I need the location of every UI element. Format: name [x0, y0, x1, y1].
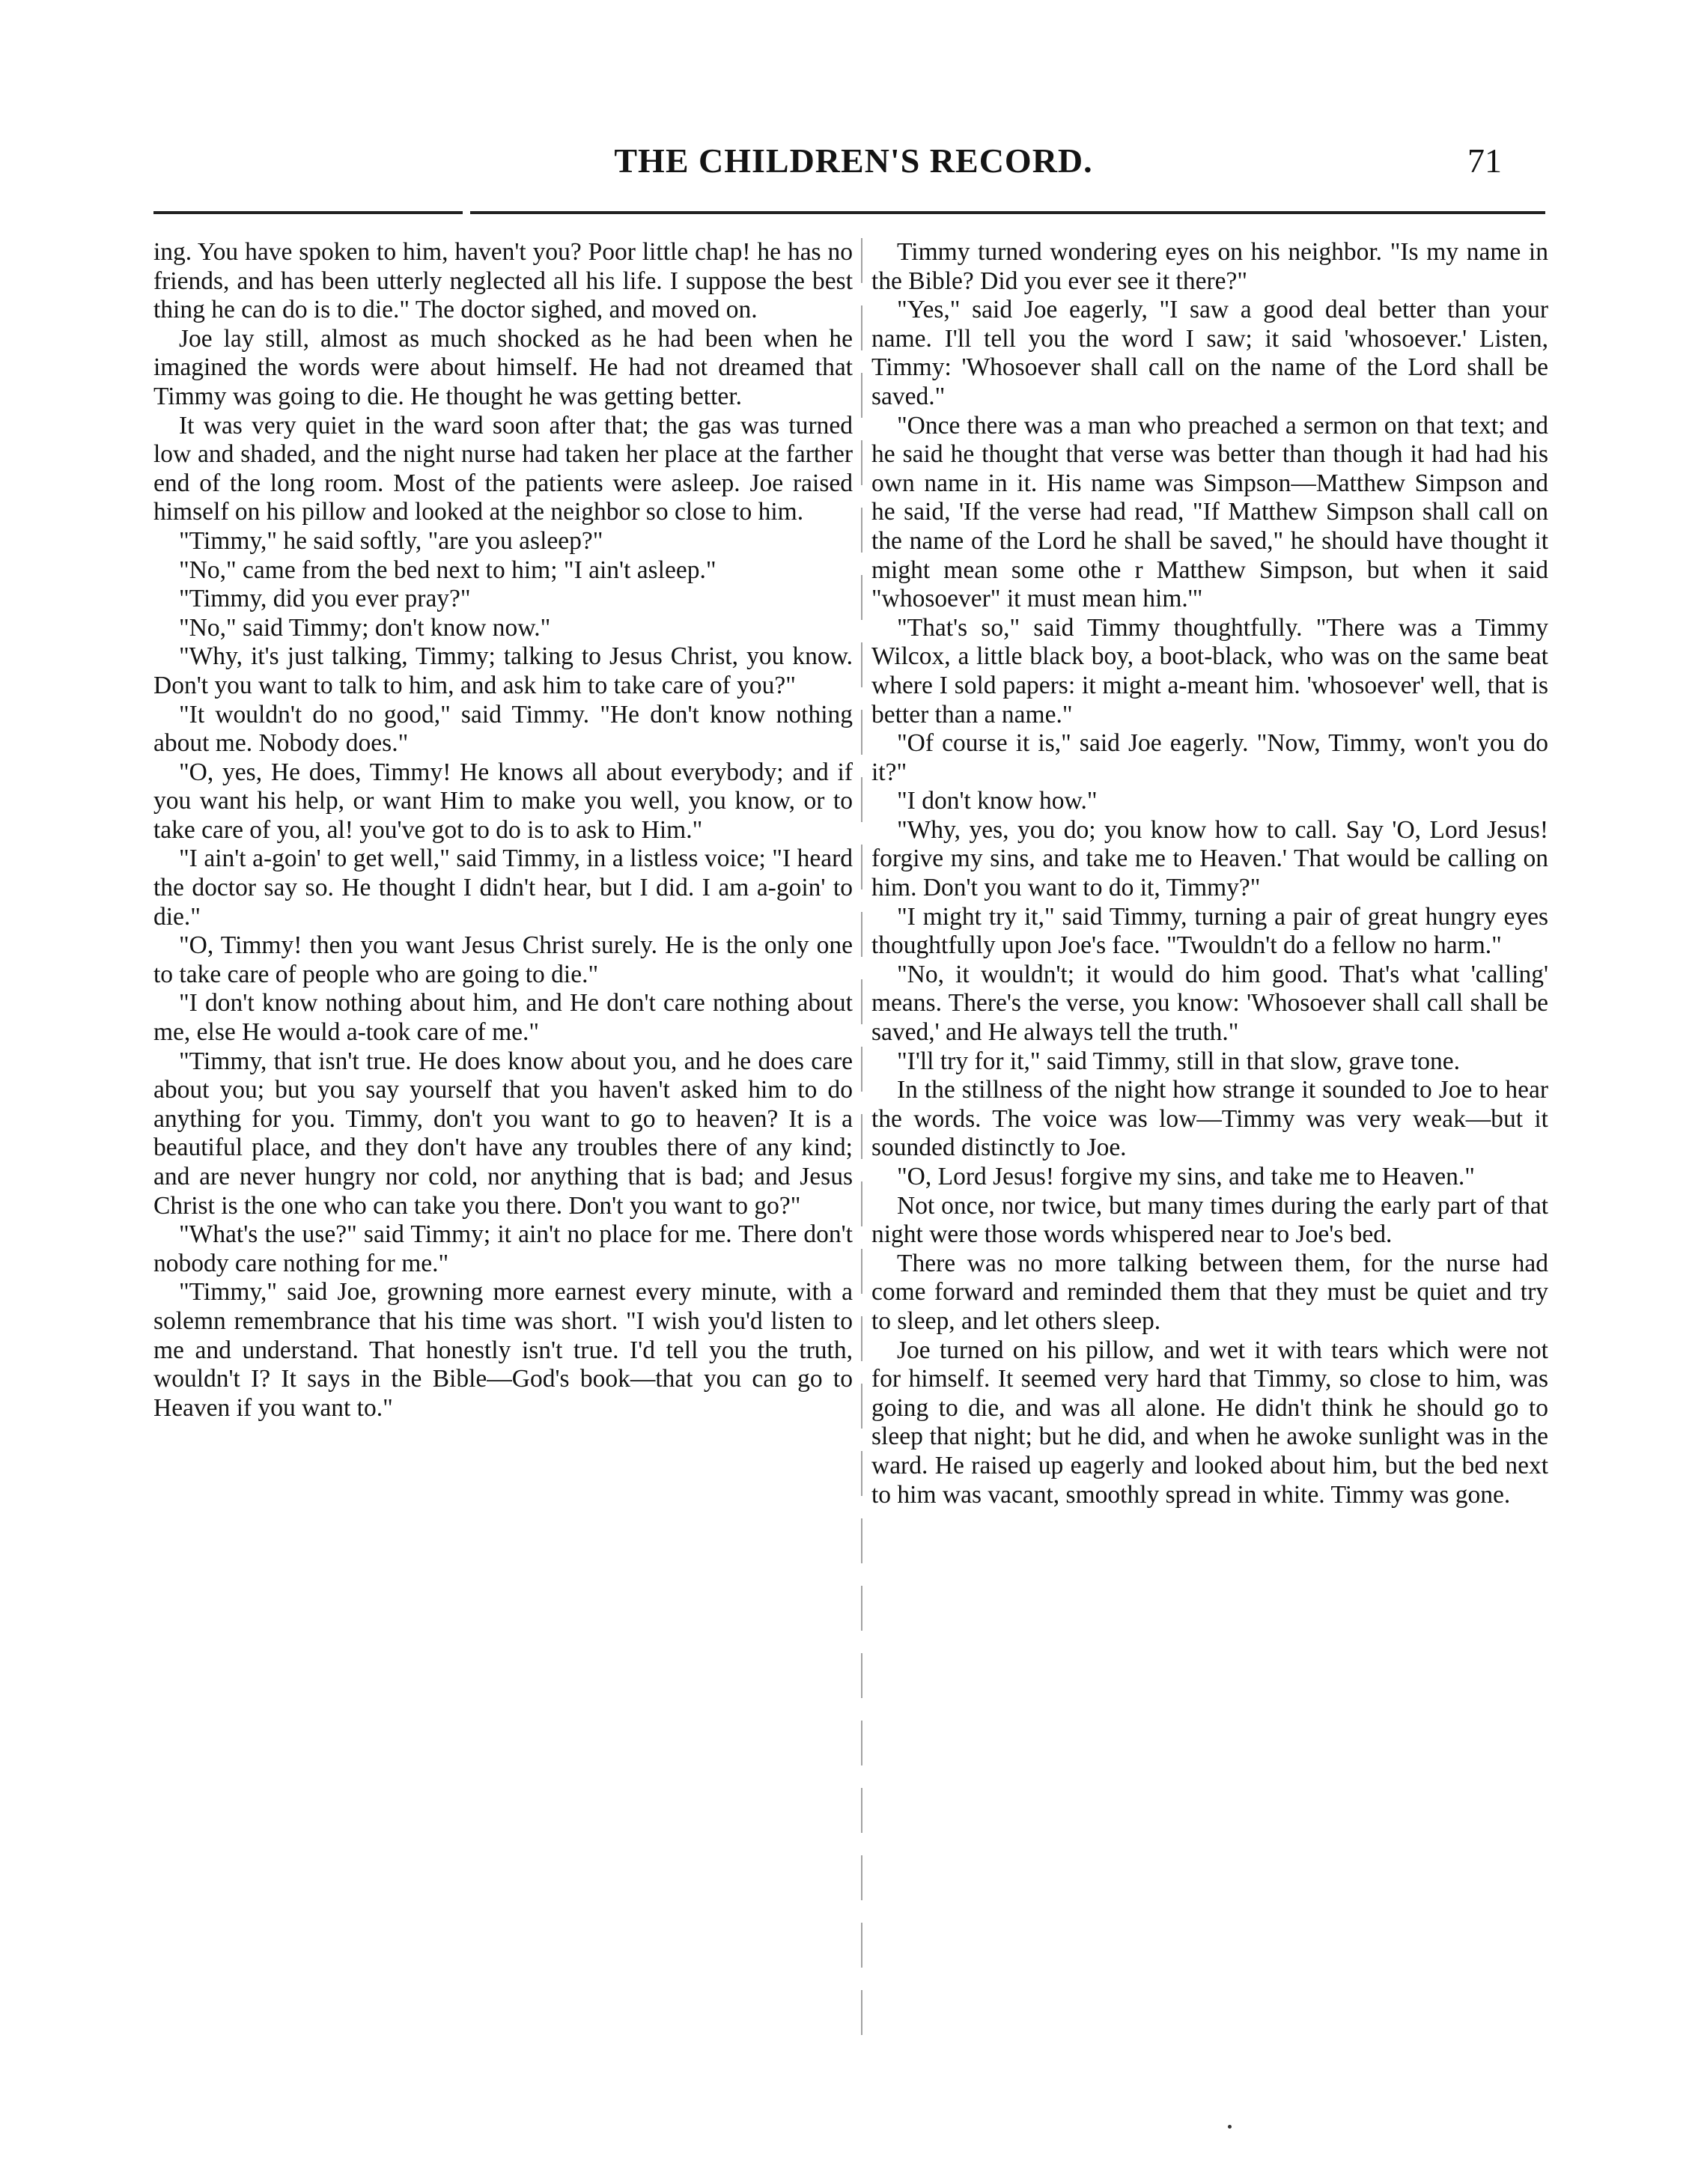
paragraph: "I ain't a-goin' to get well," said Timmy, in a listless voice; "I heard the doctor say so. He thought I didn't hear, but I did. I am a-goin' to die.": [153, 845, 853, 931]
paragraph: "Why, yes, you do; you know how to call. Say 'O, Lord Jesus! forgive my sins, and take me to Heaven.' That would be calling on him. Don't you want to do it, Timmy?": [871, 815, 1548, 902]
paragraph: "O, Timmy! then you want Jesus Christ surely. He is the only one to take care of people who are going to die.": [153, 931, 853, 988]
paragraph: "I might try it," said Timmy, turning a pair of great hungry eyes thoughtfully upon Joe's face. "Twouldn't do a fellow no harm.": [871, 902, 1548, 960]
paragraph: "Once there was a man who preached a sermon on that text; and he said he thought that verse was better than though it had had his own name in it. His name was Simpson—Matthew Simpson and he said, 'If the verse had read, "If Matthew Simpson shall call on the name of the Lord he shall be saved," he should have thought it might mean some othe r Matthew Simpson, but when it said "whosoever" it must mean him.'": [871, 411, 1548, 613]
paragraph: "Why, it's just talking, Timmy; talking to Jesus Christ, you know. Don't you want to talk to him, and ask him to take care of you?": [153, 642, 853, 699]
paragraph: "O, yes, He does, Timmy! He knows all about everybody; and if you want his help, or want Him to make you well, you know, or to take care of you, al! you've got to do is to ask to Him.": [153, 758, 853, 844]
paragraph: "I don't know how.": [897, 787, 1098, 815]
paragraph: "Timmy, did you ever pray?": [179, 585, 471, 613]
page-number: 71: [1467, 142, 1502, 180]
paragraph: "No," said Timmy; don't know now.": [179, 613, 551, 642]
paragraph: There was no more talking between them, for the nurse had come forward and reminded them that they must be quiet and try to sleep, and let others sleep.: [871, 1249, 1548, 1335]
paragraph: "Timmy," said Joe, growning more earnest every minute, with a solemn remembrance that his time was short. "I wish you'd listen to me and understand. That honestly isn't true. I'd tell you the truth, wouldn't I? It says in the Bible—God's book—that you can go to Heaven if you want to.": [153, 1278, 853, 1422]
paragraph: Joe turned on his pillow, and wet it with tears which were not for himself. It seemed very hard that Timmy, so close to him, was going to die, and was all alone. He didn't think he should go to sleep that night; but he did, and when he awoke sunlight was in the ward. He raised up eagerly and looked about him, but the bed next to him was vacant, smoothly spread in white. Timmy was gone.: [871, 1336, 1548, 1509]
paragraph: In the stillness of the night how strange it sounded to Joe to hear the words. The voice was low—Timmy was very weak—but it sounded distinctly to Joe.: [871, 1076, 1548, 1162]
paragraph: "I don't know nothing about him, and He don't care nothing about me, else He would a-took care of me.": [153, 989, 853, 1047]
paragraph: "O, Lord Jesus! forgive my sins, and take me to Heaven.": [897, 1163, 1475, 1190]
paragraph: Timmy turned wondering eyes on his neighbor. "Is my name in the Bible? Did you ever see it there?": [871, 238, 1548, 295]
paragraph: "That's so," said Timmy thoughtfully. "There was a Timmy Wilcox, a little black boy, a boot-black, who was on the same beat where I sold papers: it might a-meant him. 'whosoever' well, that is better than a name.": [871, 613, 1548, 728]
paragraph: ing. You have spoken to him, haven't you? Poor little chap! he has no friends, and has been utterly neglected all his life. I suppose the best thing he can do is to die." The doctor sighed, and moved on.: [153, 238, 853, 324]
right-column: [871, 238, 1548, 1509]
paragraph: "No, it wouldn't; it would do him good. That's what 'calling' means. There's the verse, you know: 'Whosoever shall call shall be saved,' and He always tell the truth.": [871, 960, 1548, 1047]
left-column: [153, 238, 853, 1423]
paragraph: It was very quiet in the ward soon after that; the gas was turned low and shaded, and the night nurse had taken her place at the farther end of the long room. Most of the patients were asleep. Joe raised himself on his pillow and looked at the neighbor so close to him.: [153, 411, 853, 526]
print-speck: [1228, 2125, 1232, 2129]
column-divider: [861, 238, 862, 2057]
paragraph: Not once, nor twice, but many times during the early part of that night were those words whispered near to Joe's bed.: [871, 1191, 1548, 1249]
paragraph: "Of course it is," said Joe eagerly. "Now, Timmy, won't you do it?": [871, 729, 1548, 786]
running-title: THE CHILDREN'S RECORD.: [614, 142, 1093, 180]
paragraph: "It wouldn't do no good," said Timmy. "He don't know nothing about me. Nobody does.": [153, 700, 853, 758]
paragraph: "Timmy, that isn't true. He does know about you, and he does care about you; but you say yourself that you haven't asked him to do anything for you. Timmy, don't you want to go to heaven? It is a beautiful place, and they don't have any troubles there of any kind; and are never hungry nor cold, nor anything that is bad; and Jesus Christ is the one who can take you there. Don't you want to go?": [153, 1047, 853, 1220]
paragraph: "What's the use?" said Timmy; it ain't no place for me. There don't nobody care nothing for me.": [153, 1220, 853, 1277]
header-rule-right: [470, 211, 1545, 214]
paragraph: "I'll try for it," said Timmy, still in that slow, grave tone.: [897, 1047, 1461, 1075]
paragraph: "No," came from the bed next to him; "I ain't asleep.": [179, 556, 716, 584]
paragraph: "Yes," said Joe eagerly, "I saw a good deal better than your name. I'll tell you the word I saw; it said 'whosoever.' Listen, Timmy: 'Whosoever shall call on the name of the Lord shall be saved.": [871, 296, 1548, 410]
header-rule-left: [153, 211, 463, 214]
paragraph: "Timmy," he said softly, "are you asleep?": [179, 526, 603, 555]
paragraph: Joe lay still, almost as much shocked as he had been when he imagined the words were about himself. He had not dreamed that Timmy was going to die. He thought he was getting better.: [153, 324, 853, 410]
